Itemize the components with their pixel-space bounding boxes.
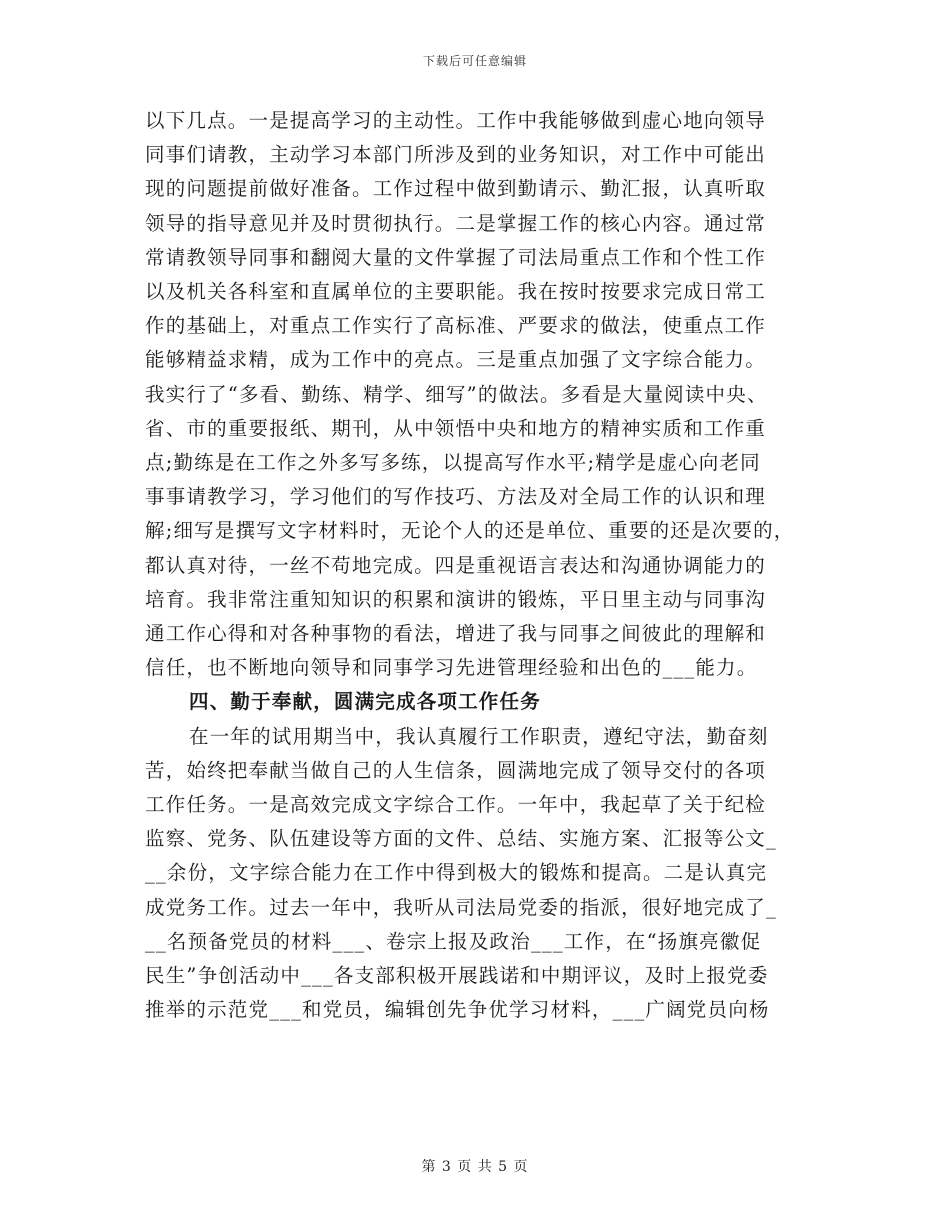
paragraph-2 [145, 720, 815, 1028]
text-line: 苦，始终把奉献当做自己的人生信条，圆满地完成了领导交付的各项 [145, 758, 767, 782]
document-body [145, 104, 815, 1027]
text-line: 解;细写是撰写文字材料时，无论个人的还是单位、重要的还是次要的， [145, 519, 795, 543]
text-line: 信任，也不断地向领导和同事学习先进管理经验和出色的___能力。 [145, 656, 758, 680]
text-line: 以下几点。一是提高学习的主动性。工作中我能够做到虚心地向领导 [145, 109, 767, 132]
text-line: 事事请教学习，学习他们的写作技巧、方法及对全局工作的认识和理 [145, 485, 767, 509]
text-line: __余份，文字综合能力在工作中得到极大的锻炼和提高。二是认真完 [145, 861, 768, 885]
text-line: 培育。我非常注重知知识的积累和演讲的锻炼，平日里主动与同事沟 [145, 587, 767, 611]
text-line: 监察、党务、队伍建设等方面的文件、总结、实施方案、汇报等公文_ [145, 827, 777, 851]
paragraph-1 [145, 104, 815, 685]
text-line: 省、市的重要报纸、期刊，从中领悟中央和地方的精神实质和工作重 [145, 416, 767, 440]
text-line: 点;勤练是在工作之外多写多练，以提高写作水平;精学是虚心向老同 [145, 451, 761, 475]
page-header: 下载后可任意编辑 [422, 54, 527, 68]
page-footer: 第 3 页 共 5 页 [421, 1159, 529, 1175]
text-line: 都认真对待，一丝不苟地完成。四是重视语言表达和沟通协调能力的 [145, 553, 767, 577]
text-line: 工作任务。一是高效完成文字综合工作。一年中，我起草了关于纪检 [145, 793, 767, 817]
text-line: 现的问题提前做好准备。工作过程中做到勤请示、勤汇报，认真听取 [145, 177, 767, 201]
text-line: 同事们请教，主动学习本部门所涉及到的业务知识，对工作中可能出 [145, 143, 767, 167]
text-line: 民生”争创活动中___各支部积极开展践诺和中期评议，及时上报党委 [145, 964, 769, 988]
section-heading: 四、勤于奉献，圆满完成各项工作任务 [189, 690, 541, 714]
text-line: 推举的示范党___和党员，编辑创先争优学习材料，___广阔党员向杨 [145, 998, 770, 1022]
text-line: 成党务工作。过去一年中，我听从司法局党委的指派，很好地完成了_ [145, 895, 777, 919]
text-line: 在一年的试用期当中，我认真履行工作职责，遵纪守法，勤奋刻 [189, 724, 769, 748]
text-line: __名预备党员的材料___、卷宗上报及政治___工作，在“扬旗亮徽促 [145, 929, 762, 953]
text-line: 作的基础上，对重点工作实行了高标准、严要求的做法，使重点工作 [145, 314, 767, 338]
text-line: 能够精益求精，成为工作中的亮点。三是重点加强了文字综合能力。 [145, 348, 767, 372]
text-line: 通工作心得和对各种事物的看法，增进了我与同事之间彼此的理解和 [145, 622, 767, 646]
text-line: 领导的指导意见并及时贯彻执行。二是掌握工作的核心内容。通过常 [145, 211, 767, 235]
text-line: 以及机关各科室和直属单位的主要职能。我在按时按要求完成日常工 [145, 280, 767, 304]
text-line: 常请教领导同事和翻阅大量的文件掌握了司法局重点工作和个性工作 [145, 245, 767, 269]
text-line: 我实行了“多看、勤练、精学、细写”的做法。多看是大量阅读中央、 [145, 382, 768, 406]
